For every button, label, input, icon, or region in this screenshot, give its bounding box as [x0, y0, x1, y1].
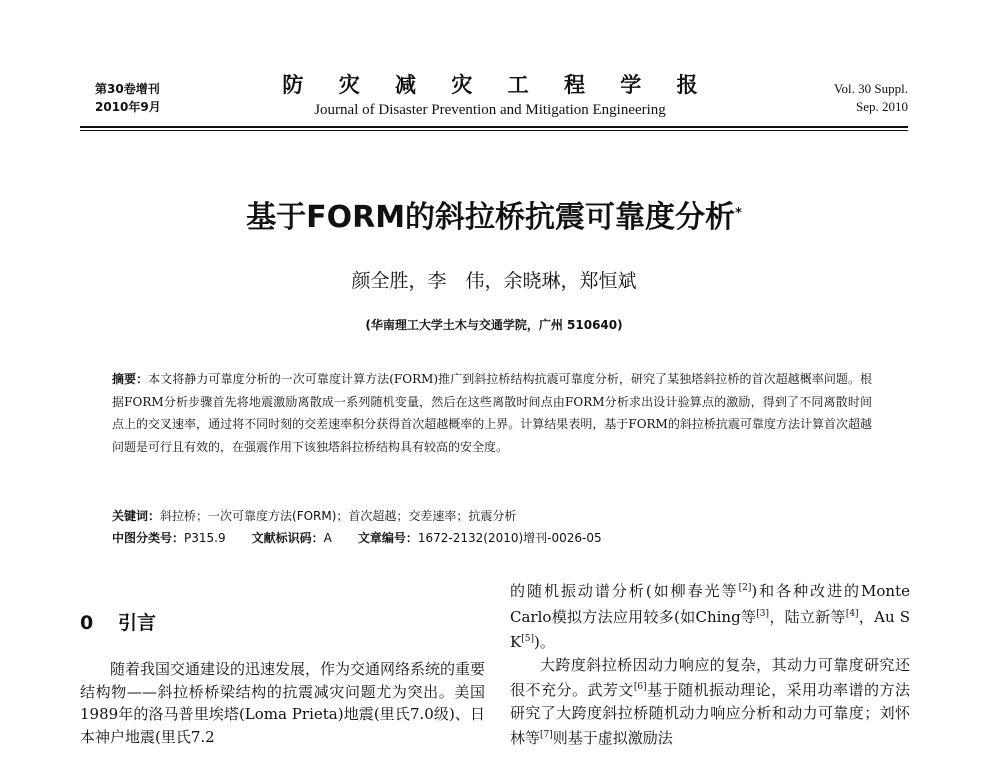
abstract-label: 摘要： — [112, 372, 149, 386]
text-run: 的随机振动谱分析(如柳春光等 — [510, 582, 739, 600]
text-run: )和各种改进的Monte Carlo模拟方法应用较多(如Ching等 — [510, 582, 910, 626]
journal-masthead — [250, 72, 730, 120]
citation-ref: [2] — [738, 583, 752, 593]
right-column — [510, 577, 910, 750]
article-no-value: 1672-2132(2010)增刊-0026-05 — [417, 531, 602, 545]
section-title: 引言 — [118, 612, 157, 634]
abstract — [112, 368, 872, 458]
citation-ref: [5] — [521, 634, 534, 644]
abstract-text: 本文将静力可靠度分析的一次可靠度计算方法(FORM)推广到斜拉桥结构抗震可靠度分析，研究了某独塔斜拉桥的首次超越概率问题。根据FORM分析步骤首先将地震激励离散成一系列随机变量，然后在这些离散时间点由FORM分析求出设计验算点的激励，得到了不同离散时间点上的交叉速率，通过将不同时刻的交差速率积分获得首次超越概率的上界。计算结果表明，基于FORM的斜拉桥抗震可靠度方法计算首次超越问题是可行且有效的，在强震作用下该独塔斜拉桥结构具有较高的安全度。 — [112, 372, 872, 454]
text-run: 则基于虚拟激励法 — [552, 729, 673, 747]
left-column-body — [80, 658, 485, 748]
text-run: )。 — [533, 633, 555, 651]
intro-paragraph: 随着我国交通建设的迅速发展，作为交通网络系统的重要结构物——斜拉桥桥梁结构的抗震减灾问题尤为突出。美国1989年的洛马普里埃塔(Loma Prieta)地震(里氏7.0级)、日本神户地震(里氏7.2 — [80, 660, 486, 746]
issue-info-en — [834, 80, 908, 116]
citation-ref: [6] — [633, 682, 647, 692]
author-list: 颜全胜，李 伟，余晓琳，郑恒斌 — [351, 270, 637, 292]
volume-cn: 第30卷增刊 — [95, 82, 160, 96]
text-run: 基于随机振动理论，采用功率谱的方法研究了大跨度斜拉桥随机动力响应分析和动力可靠度；刘怀林等 — [510, 681, 910, 747]
keywords-text: 斜拉桥；一次可靠度方法(FORM)；首次超越；交差速率；抗震分析 — [160, 509, 517, 523]
section-heading — [80, 610, 156, 636]
affiliation: (华南理工大学土木与交通学院，广州 510640) — [365, 318, 623, 332]
clc-label: 中图分类号： — [112, 531, 185, 545]
keywords — [112, 505, 872, 527]
keywords-label: 关键词： — [112, 509, 161, 523]
right-paragraph-2 — [510, 654, 910, 750]
citation-ref: [4] — [845, 608, 859, 619]
text-run: ，Au S K — [510, 607, 910, 651]
citation-ref: [7] — [540, 730, 553, 740]
title-text: 基于FORM的斜拉桥抗震可靠度分析 — [246, 200, 736, 235]
issue-info — [95, 80, 161, 116]
journal-name-cn: 防 灾 减 灾 工 程 学 报 — [282, 73, 712, 97]
journal-name-en: Journal of Disaster Prevention and Mitigation Engineering — [314, 102, 666, 118]
right-paragraph-1 — [510, 577, 910, 654]
text-run: ，陆立新等 — [769, 607, 846, 626]
classification-line — [112, 527, 872, 549]
header-rule-thick — [80, 126, 908, 128]
date-cn: 2010年9月 — [95, 100, 161, 114]
date-en: Sep. 2010 — [856, 99, 908, 114]
text-run: 大跨度斜拉桥因动力响应的复杂，其动力可靠度研究还很不充分。武芳文 — [510, 655, 910, 699]
doc-code-value: A — [323, 531, 332, 545]
title-footnote-mark: * — [735, 206, 742, 221]
clc-value: P315.9 — [184, 531, 226, 545]
header-rule-thin — [80, 130, 908, 131]
article-no-label: 文章编号： — [357, 531, 418, 545]
section-number: 0 — [80, 612, 94, 634]
citation-ref: [3] — [756, 608, 770, 619]
article-title — [80, 198, 908, 238]
doc-code-label: 文献标识码： — [251, 531, 324, 545]
volume-en: Vol. 30 Suppl. — [833, 81, 908, 96]
